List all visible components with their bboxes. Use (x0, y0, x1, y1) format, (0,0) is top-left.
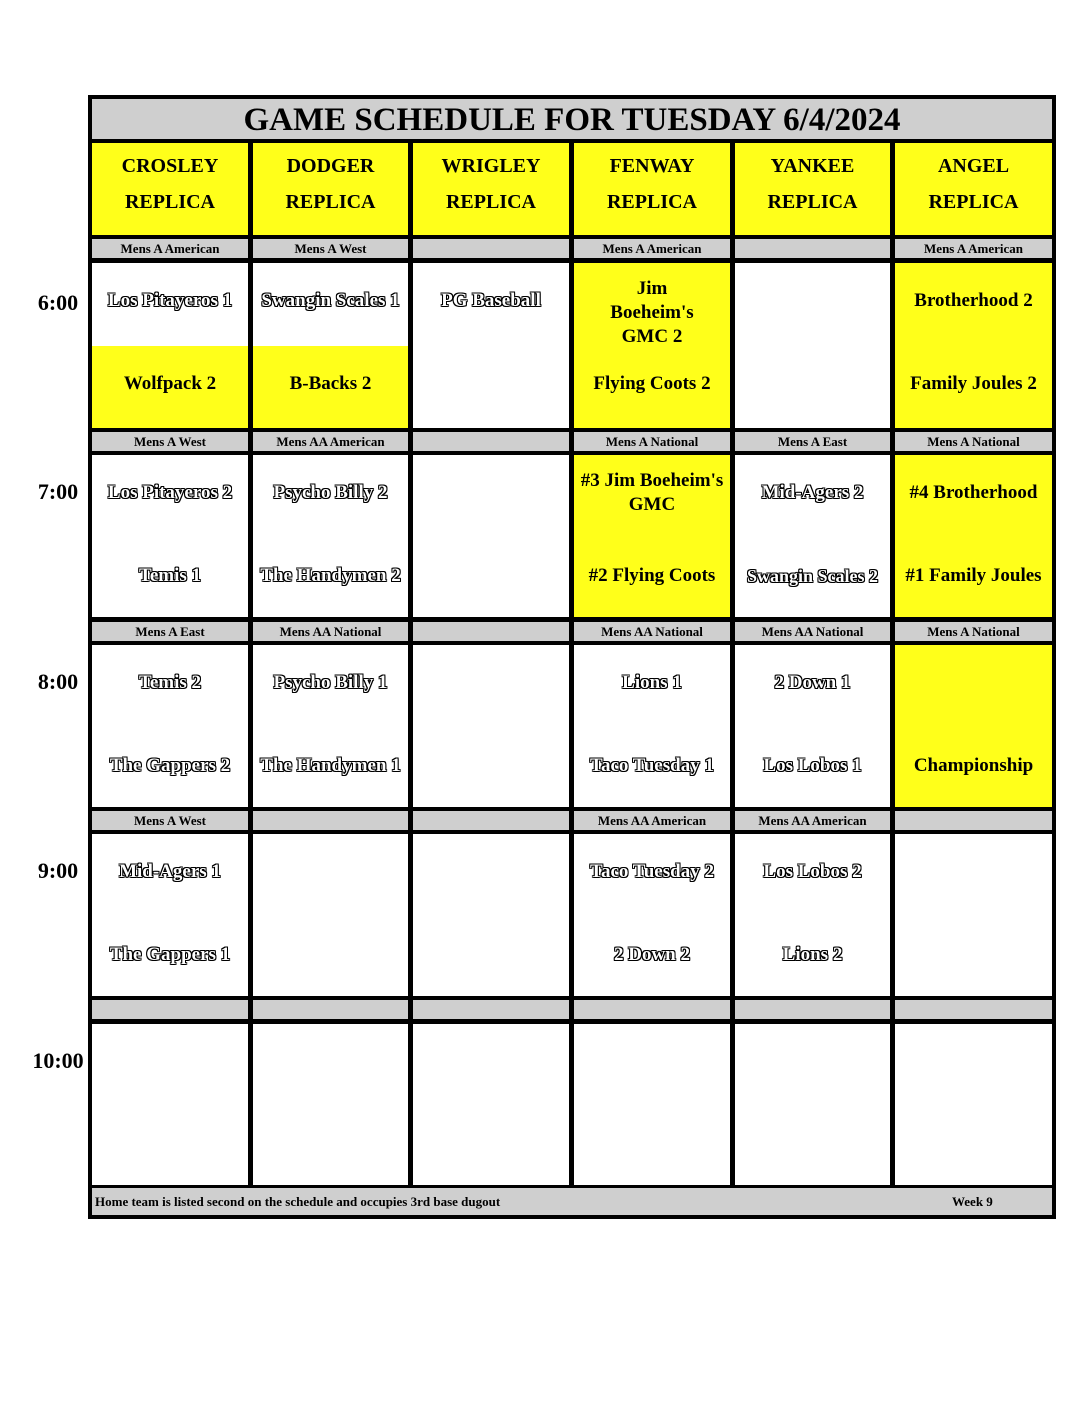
field-name: DODGER (286, 155, 375, 177)
game-cell (413, 1024, 569, 1185)
game-cell-away (253, 263, 408, 346)
division-label: Mens AA National (253, 622, 408, 641)
game-cell (895, 834, 1052, 996)
division-label (895, 811, 1052, 830)
away-team: PG Baseball (441, 290, 541, 311)
field-name: FENWAY (609, 155, 695, 177)
field-header-angel (895, 143, 1052, 235)
division-label: Mens A West (92, 811, 248, 830)
game-cell (413, 263, 569, 428)
game-cell (253, 834, 408, 996)
game-cell (253, 455, 408, 617)
division-label: Mens AA American (253, 432, 408, 451)
game-cell (735, 1024, 890, 1185)
time-label-8pm: 8:00 (37, 669, 79, 694)
game-cell (92, 1024, 248, 1185)
division-label: Mens A American (92, 239, 248, 258)
game-cell (895, 263, 1052, 428)
away-team: Los Pitayeros 2 (107, 482, 233, 503)
home-team: Los Lobos 1 (763, 755, 862, 776)
division-label: Mens A National (574, 432, 730, 451)
away-team: #3 Jim Boeheim's GMC (580, 470, 724, 515)
field-sub: REPLICA (445, 191, 536, 213)
home-team: The Handymen 1 (260, 755, 401, 776)
week-label: Week 9 (952, 1194, 993, 1209)
away-team: Brotherhood 2 (914, 290, 1033, 311)
game-cell (253, 1024, 408, 1185)
field-header-fenway (574, 143, 730, 235)
away-team: Jim Boeheim's GMC 2 (610, 278, 694, 347)
game-cell (92, 645, 248, 807)
division-label: Mens AA National (574, 622, 730, 641)
game-cell (253, 645, 408, 807)
field-header-crosley (92, 143, 248, 235)
game-cell (574, 645, 730, 807)
game-cell (92, 834, 248, 996)
field-sub: REPLICA (285, 191, 376, 213)
away-team: Mid-Agers 1 (119, 861, 221, 882)
footer-note: Home team is listed second on the schedule and occupies 3rd base dugout (95, 1194, 501, 1209)
division-label: Mens A West (253, 239, 408, 258)
game-cell (895, 1024, 1052, 1185)
field-sub: REPLICA (767, 191, 858, 213)
away-team: Taco Tuesday 2 (590, 861, 714, 882)
game-cell (735, 455, 890, 617)
home-team: Family Joules 2 (910, 373, 1037, 394)
game-cell (574, 263, 730, 428)
home-team: #1 Family Joules (905, 565, 1042, 586)
division-label (413, 432, 569, 451)
field-header-wrigley (413, 143, 569, 235)
field-name: CROSLEY (121, 155, 219, 177)
game-cell (574, 1024, 730, 1185)
division-label: Mens A East (735, 432, 890, 451)
game-cell (413, 834, 569, 996)
division-label (735, 1000, 890, 1019)
schedule-title: GAME SCHEDULE FOR TUESDAY 6/4/2024 (92, 99, 1052, 139)
division-label (413, 622, 569, 641)
game-cell-away (92, 263, 248, 346)
division-label (895, 1000, 1052, 1019)
game-cell (413, 455, 569, 617)
home-team: The Gappers 1 (109, 944, 231, 965)
division-label (735, 239, 890, 258)
home-team: The Gappers 2 (109, 755, 231, 776)
field-name: ANGEL (937, 155, 1010, 177)
schedule-table (88, 95, 1056, 1219)
field-name: WRIGLEY (441, 155, 541, 177)
home-team: Lions 2 (782, 944, 843, 965)
division-label: Mens A American (895, 239, 1052, 258)
game-cell-home (92, 346, 248, 428)
field-sub: REPLICA (928, 191, 1019, 213)
time-label-9pm: 9:00 (37, 858, 79, 883)
away-team: Psycho Billy 1 (273, 672, 388, 693)
home-team: #2 Flying Coots (588, 565, 716, 586)
away-team: Mid-Agers 2 (761, 482, 864, 503)
game-cell (413, 645, 569, 807)
away-team: Los Pitayeros 1 (107, 290, 233, 311)
division-label (413, 811, 569, 830)
away-team: Lions 1 (622, 672, 682, 693)
game-cell (574, 455, 730, 617)
game-cell (574, 834, 730, 996)
game-cell (735, 645, 890, 807)
division-label: Mens AA National (735, 622, 890, 641)
time-label-7pm: 7:00 (37, 479, 79, 504)
division-label: Mens A American (574, 239, 730, 258)
field-header-yankee (735, 143, 890, 235)
time-label-10pm: 10:00 (32, 1048, 84, 1073)
home-team: Swangin Scales 2 (746, 566, 879, 586)
home-team: Temis 1 (138, 565, 202, 586)
field-header-dodger (253, 143, 408, 235)
division-label (253, 1000, 408, 1019)
home-team: B-Backs 2 (289, 373, 372, 394)
away-team: Psycho Billy 2 (273, 482, 388, 503)
home-team: Championship (913, 755, 1034, 776)
game-cell (895, 455, 1052, 617)
division-label (574, 1000, 730, 1019)
division-label (92, 1000, 248, 1019)
game-cell (735, 263, 890, 428)
field-name: YANKEE (770, 155, 855, 177)
home-team: Wolfpack 2 (123, 373, 217, 394)
field-sub: REPLICA (124, 191, 215, 213)
field-sub: REPLICA (606, 191, 697, 213)
away-team: Los Lobos 2 (763, 861, 862, 882)
division-label: Mens A East (92, 622, 248, 641)
home-team: The Handymen 2 (260, 565, 401, 586)
game-cell-home (253, 346, 408, 428)
division-label: Mens AA American (735, 811, 890, 830)
time-label-6pm: 6:00 (37, 290, 79, 315)
away-team: 2 Down 1 (774, 672, 851, 693)
game-cell (735, 834, 890, 996)
home-team: Flying Coots 2 (593, 373, 711, 394)
away-team: #4 Brotherhood (909, 482, 1038, 503)
game-cell (92, 455, 248, 617)
division-label: Mens A West (92, 432, 248, 451)
division-label: Mens AA American (574, 811, 730, 830)
division-label: Mens A National (895, 622, 1052, 641)
division-label: Mens A National (895, 432, 1052, 451)
away-team: Temis 2 (138, 672, 202, 693)
division-label (413, 239, 569, 258)
home-team: 2 Down 2 (613, 944, 690, 965)
away-team: Swangin Scales 1 (261, 290, 400, 311)
division-label (413, 1000, 569, 1019)
division-label (253, 811, 408, 830)
game-cell (895, 645, 1052, 807)
schedule-footer (92, 1188, 1052, 1215)
home-team: Taco Tuesday 1 (590, 755, 714, 776)
